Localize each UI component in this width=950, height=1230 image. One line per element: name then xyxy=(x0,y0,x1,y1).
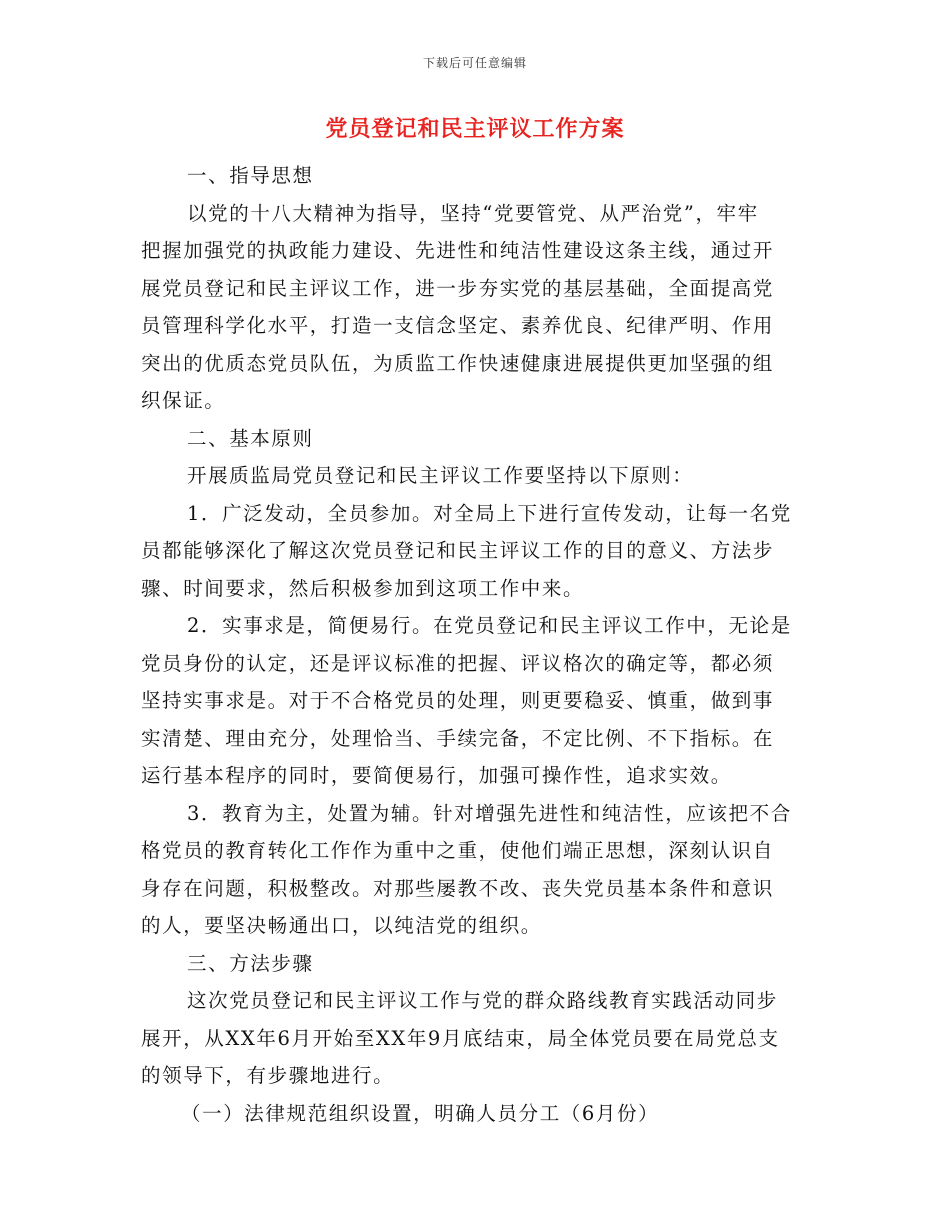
body-line: 二、基本原则 xyxy=(187,426,314,450)
header-note: 下载后可任意编辑 xyxy=(422,56,527,70)
body-line: 身存在问题，积极整改。对那些屡教不改、丧失党员基本条件和意识 xyxy=(141,876,775,900)
body-line: 1．广泛发动，全员参加。对全局上下进行宣传发动，让每一名党 xyxy=(187,501,792,525)
body-line: 3．教育为主，处置为辅。针对增强先进性和纯洁性，应该把不合 xyxy=(187,801,792,825)
body-line: 织保证。 xyxy=(141,389,226,412)
body-line: 2．实事求是，简便易行。在党员登记和民主评议工作中，无论是 xyxy=(187,614,792,637)
body-line: 以党的十八大精神为指导，坚持“党要管党、从严治党”，牢牢 xyxy=(187,201,759,225)
body-line: 展开，从XX年6月开始至XX年9月底结束，局全体党员要在局党总支 xyxy=(141,1026,780,1050)
body-line: 员管理科学化水平，打造一支信念坚定、素养优良、纪律严明、作用 xyxy=(141,314,775,337)
body-line: 格党员的教育转化工作作为重中之重，使他们端正思想，深刻认识自 xyxy=(141,839,775,862)
body-line: 运行基本程序的同时，要简便易行，加强可操作性，追求实效。 xyxy=(141,764,732,787)
body-line: 突出的优质态党员队伍，为质监工作快速健康进展提供更加坚强的组 xyxy=(141,351,775,375)
document-title: 党员登记和民主评议工作方案 xyxy=(325,116,625,142)
body-line: 开展质监局党员登记和民主评议工作要坚持以下原则： xyxy=(187,464,694,487)
body-line: 一、指导思想 xyxy=(187,164,314,187)
body-line: 骤、时间要求，然后积极参加到这项工作中来。 xyxy=(141,576,585,600)
body-line: 把握加强党的执政能力建设、先进性和纯洁性建设这条主线，通过开 xyxy=(141,239,775,262)
document-body xyxy=(141,157,809,1132)
body-line: 员都能够深化了解这次党员登记和民主评议工作的目的意义、方法步 xyxy=(141,539,775,562)
body-line: 实清楚、理由充分，处理恰当、手续完备，不定比例、不下指标。在 xyxy=(141,726,775,750)
body-line: （一）法律规范组织设置，明确人员分工（6月份） xyxy=(181,1101,660,1125)
body-line: 的领导下，有步骤地进行。 xyxy=(141,1064,395,1087)
body-line: 展党员登记和民主评议工作，进一步夯实党的基层基础，全面提高党 xyxy=(141,276,775,300)
body-line: 三、方法步骤 xyxy=(187,951,314,975)
body-line: 坚持实事求是。对于不合格党员的处理，则更要稳妥、慎重，做到事 xyxy=(141,689,775,712)
body-line: 的人，要坚决畅通出口，以纯洁党的组织。 xyxy=(141,914,542,937)
body-line: 这次党员登记和民主评议工作与党的群众路线教育实践活动同步 xyxy=(187,989,778,1012)
body-line: 党员身份的认定，还是评议标准的把握、评议格次的确定等，都必须 xyxy=(141,651,775,675)
